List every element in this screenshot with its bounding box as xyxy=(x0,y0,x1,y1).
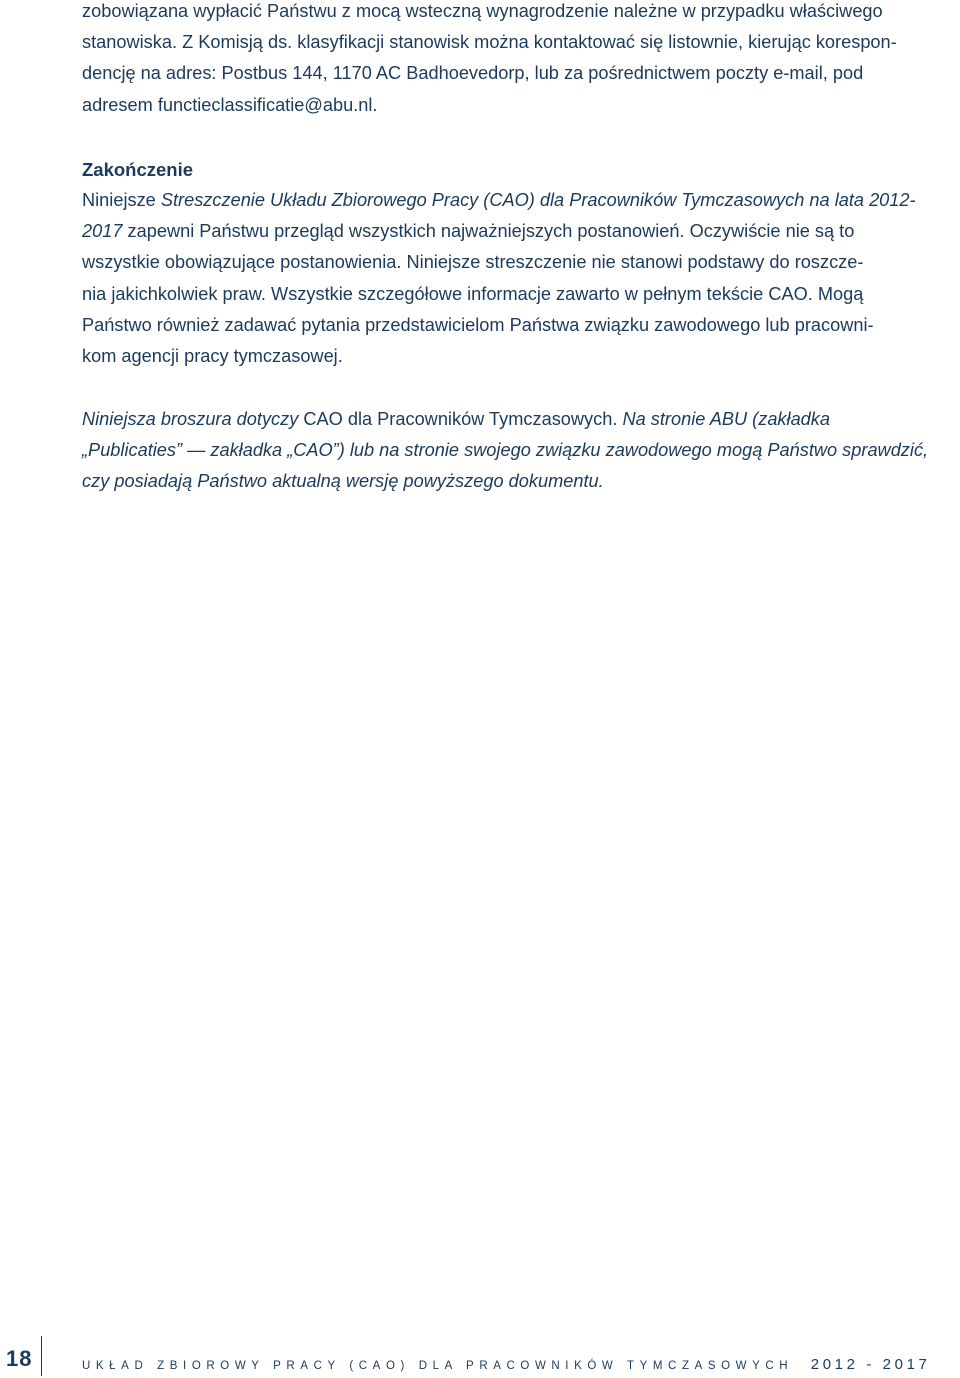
footer-title-text: UKŁAD ZBIOROWY PRACY (CAO) DLA PRACOWNIKÓW TYMCZASOWYCH xyxy=(82,1360,794,1372)
conclusion-text: zapewni Państwu przegląd wszystkich najważniejszych postanowień. Oczywiście nie są to xyxy=(122,221,855,242)
intro-line: zobowiązana wypłacić Państwu z mocą wsteczną wynagrodzenie należne w przypadku właściwego xyxy=(82,1,883,21)
page-number: 18 xyxy=(6,1346,33,1371)
note-text: CAO dla Pracowników Tymczasowych. xyxy=(298,409,623,429)
conclusion-italic-text: Streszczenie Układu Zbiorowego Pracy (CAO) dla Pracowników Tymczasowych na lata 2012- xyxy=(160,190,916,210)
note-line xyxy=(82,404,948,435)
note-line: „Publicaties” — zakładka „CAO”) lub na stronie swojego związku zawodowego mogą Państwo sprawdzić, xyxy=(82,440,929,461)
conclusion-line xyxy=(82,216,948,247)
footer-years: 2012 - 2017 xyxy=(810,1356,931,1373)
page-footer xyxy=(0,1336,960,1376)
note-italic-text: Na stronie ABU (zakładka xyxy=(622,409,831,429)
conclusion-text: Niniejsze xyxy=(82,190,161,210)
footer-title xyxy=(82,1356,930,1373)
conclusion-line: Państwo również zadawać pytania przedstawicielom Państwa związku zawodowego lub pracowni- xyxy=(82,314,874,335)
footer-divider xyxy=(41,1336,42,1376)
conclusion-line: nia jakichkolwiek praw. Wszystkie szczegółowe informacje zawarto w pełnym tekście CAO. Mogą xyxy=(82,283,864,304)
conclusion-paragraph xyxy=(82,185,948,372)
intro-line: adresem functieclassificatie@abu.nl. xyxy=(82,94,378,115)
note-line: czy posiadają Państwo aktualną wersję powyższego dokumentu. xyxy=(82,471,604,492)
intro-line: dencję na adres: Postbus 144, 1170 AC Badhoevedorp, lub za pośrednictwem poczty e-mail, pod xyxy=(82,63,864,84)
conclusion-line: kom agencji pracy tymczasowej. xyxy=(82,346,343,367)
conclusion-line xyxy=(82,185,948,216)
note-italic-text: Niniejsza broszura dotyczy xyxy=(82,409,299,429)
section-heading: Zakończenie xyxy=(82,159,194,180)
conclusion-italic-text: 2017 xyxy=(82,221,123,242)
note-paragraph xyxy=(82,404,948,498)
conclusion-line: wszystkie obowiązujące postanowienia. Niniejsze streszczenie nie stanowi podstawy do roszcze- xyxy=(82,252,864,273)
intro-line: stanowiska. Z Komisją ds. klasyfikacji stanowisk można kontaktować się listownie, kierując korespon- xyxy=(82,32,897,53)
intro-paragraph xyxy=(82,0,952,121)
